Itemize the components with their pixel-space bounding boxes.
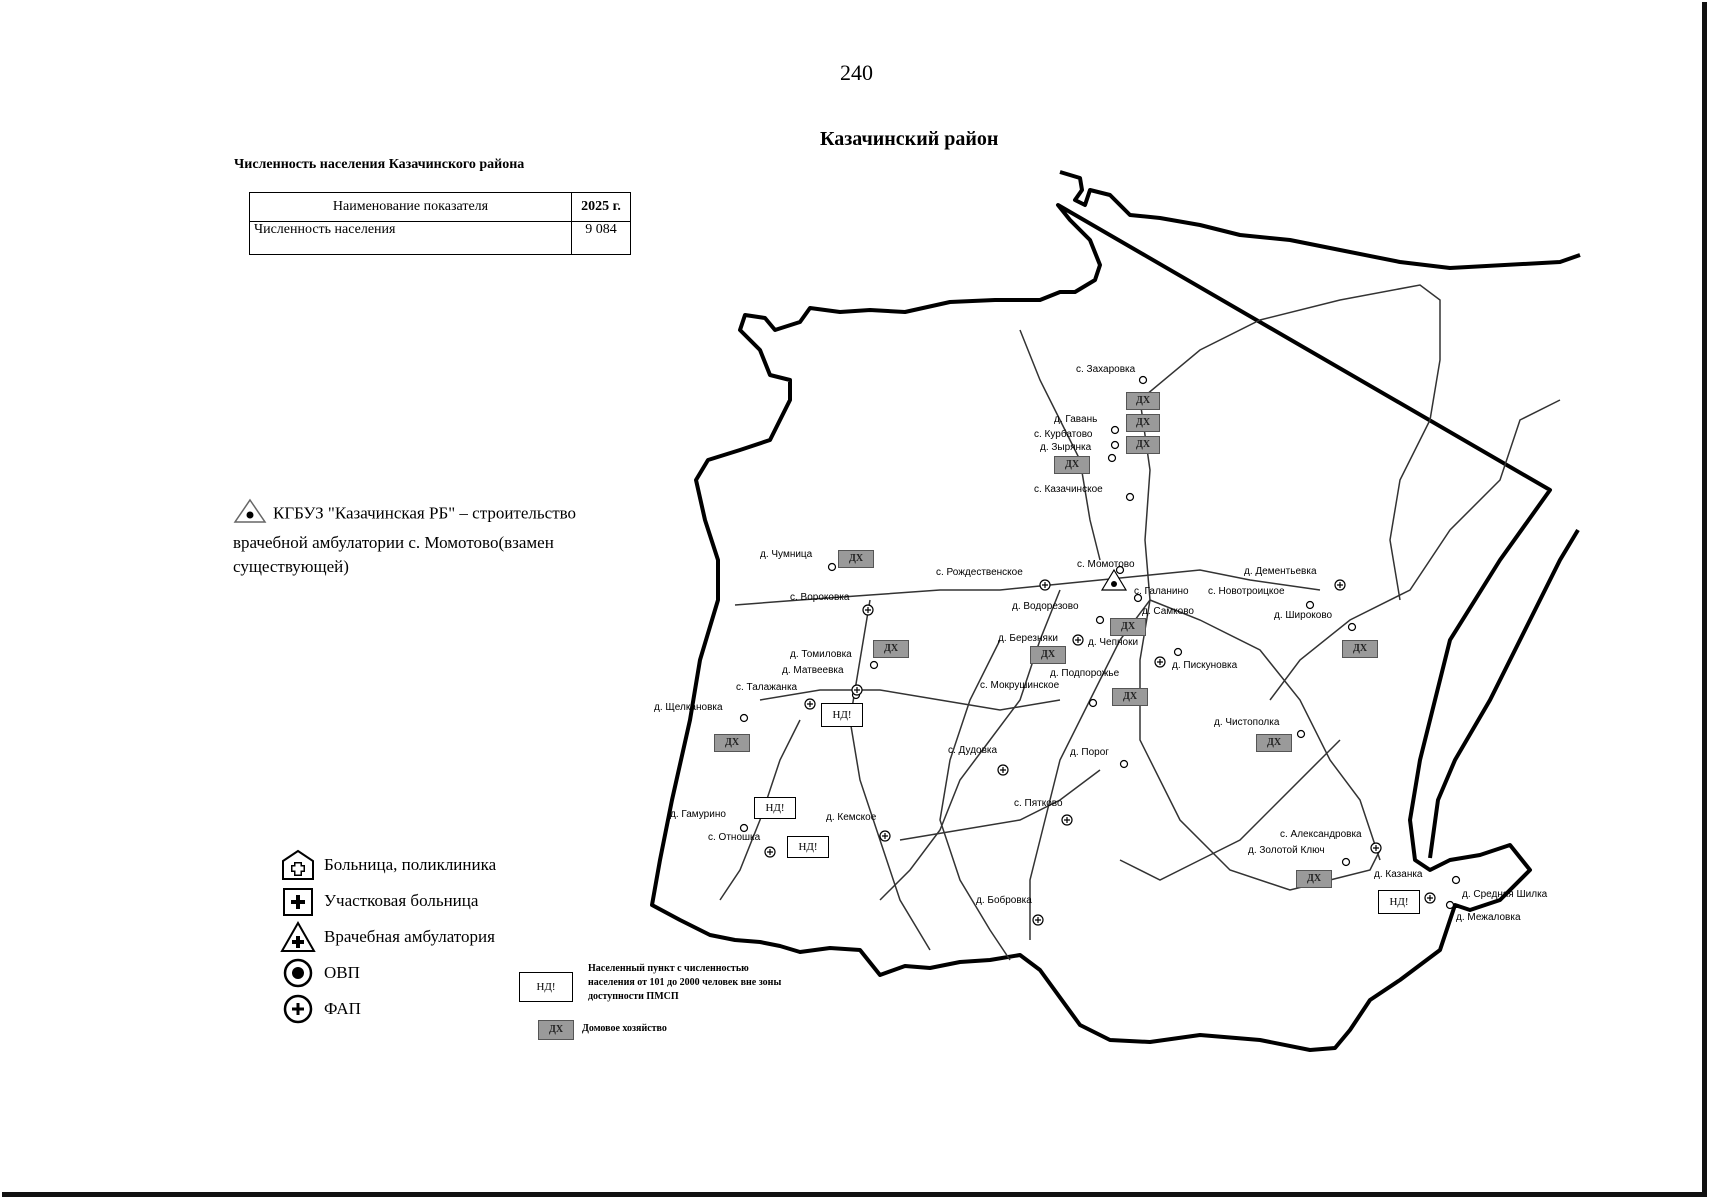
label-chistopolka: д. Чистополка [1214, 717, 1280, 728]
marker-shirokovo [1349, 624, 1356, 631]
nd-box-kazanka: НД! [1378, 890, 1420, 914]
label-zakharovka: с. Захаровка [1076, 364, 1136, 375]
population-label: Численность населения [250, 222, 572, 255]
label-chumnitsa: д. Чумница [760, 549, 813, 560]
label-podporozhye: д. Подпорожье [1050, 668, 1120, 679]
label-mezhalovka: д. Межаловка [1456, 912, 1521, 923]
marker-zolotoy-klyuch [1343, 859, 1350, 866]
marker-mokrushinskoe [1090, 700, 1097, 707]
label-gavan: д. Гавань [1054, 414, 1098, 425]
marker-zakharovka [1140, 377, 1147, 384]
population-value: 9 084 [572, 222, 631, 255]
marker-dementyevka [1307, 602, 1314, 609]
label-srednyaya-shilka: д. Средняя Шилка [1462, 889, 1548, 900]
label-chepnoki: д. Чепноки [1088, 637, 1139, 648]
label-kazanka: д. Казанка [1374, 869, 1423, 880]
marker-kazachinskoe [1127, 494, 1134, 501]
note-text: КГБУЗ "Казачинская РБ" – строительство врачебной амбулатории с. Момотово(взамен существующей) [233, 503, 577, 576]
dx-box-10: ДХ [1112, 688, 1148, 706]
label-vodorezovo: д. Водорезово [1012, 601, 1079, 612]
label-kazachinskoe: с. Казачинское [1034, 484, 1103, 495]
marker-kurbatovo [1112, 442, 1119, 449]
dx-box-7: ДХ [1110, 618, 1146, 636]
label-talazhanka: с. Талажанка [736, 682, 798, 693]
legend-district-hospital-label: Участковая больница [324, 891, 479, 910]
dx-box-6: ДХ [873, 640, 909, 658]
indicator-header: Наименование показателя [250, 193, 572, 222]
label-novotroitskoe: с. Новотроицкое [1208, 586, 1285, 597]
label-tomilovka: д. Томиловка [790, 649, 852, 660]
marker-gavan [1112, 427, 1119, 434]
legend-ambulatory-label: Врачебная амбулатория [324, 927, 495, 946]
label-porog: д. Порог [1070, 747, 1109, 758]
marker-piskunovka [1175, 649, 1182, 656]
right-boundary [1430, 530, 1578, 858]
label-matveevka: д. Матвеевка [782, 665, 844, 676]
label-dudovka: с. Дудовка [948, 745, 998, 756]
marker-chumnitsa [829, 564, 836, 571]
nd-box-talazhanka: НД! [821, 703, 863, 727]
label-mokrushinskoe: с. Мокрушинское [980, 680, 1060, 691]
legend-nd-text: Населенный пункт с численностью населения от 101 до 2000 человек вне зоны доступности ПМСП [588, 963, 782, 1002]
year-header: 2025 г. [572, 193, 631, 222]
marker-srednyaya-shilka [1453, 877, 1460, 884]
marker-mezhalovka [1447, 902, 1454, 909]
label-onoshka: с. Отношка [708, 832, 761, 843]
label-kemskoe: д. Кемское [826, 812, 877, 823]
label-rozhdestvenskoe: с. Рождественское [936, 567, 1023, 578]
legend-ovp-label: ОВП [324, 963, 360, 982]
dx-box-2: ДХ [1126, 414, 1160, 432]
marker-porog [1121, 761, 1128, 768]
legend-dx-box: ДХ [538, 1020, 574, 1040]
dx-box-9: ДХ [1342, 640, 1378, 658]
nd-box-onoshka: НД! [787, 836, 829, 858]
label-bereznyaki: д. Березняки [998, 633, 1058, 644]
map-title: Казачинский район [820, 128, 999, 150]
marker-shelkanovka [741, 715, 748, 722]
population-heading: Численность населения Казачинского района [234, 157, 525, 172]
dx-box-4: ДХ [1054, 456, 1090, 474]
district-boundary [652, 172, 1580, 1050]
legend-nd-box: НД! [519, 972, 573, 1002]
label-gamurino: д. Гамурино [670, 809, 726, 820]
label-shelkanovka: д. Щелкановка [654, 702, 723, 713]
label-dementyevka: д. Дементьевка [1244, 566, 1317, 577]
dx-box-12: ДХ [714, 734, 750, 752]
dx-box-5: ДХ [838, 550, 874, 568]
label-vorokovka: с. Вороковка [790, 592, 850, 603]
label-pyatkovo: с. Пятково [1014, 798, 1063, 809]
label-kurbatovo: с. Курбатово [1034, 429, 1093, 440]
label-momotovo: с. Момотово [1077, 559, 1135, 570]
label-bobrovka: д. Бобровка [976, 895, 1032, 906]
dx-box-1: ДХ [1126, 392, 1160, 410]
label-shirokovo: д. Широково [1274, 610, 1333, 621]
marker-chistopolka [1298, 731, 1305, 738]
label-zyryanka: д. Зырянка [1040, 442, 1092, 453]
legend-fap-label: ФАП [324, 999, 361, 1018]
page-number: 240 [840, 60, 873, 85]
label-samkovo: д. Самково [1142, 606, 1194, 617]
marker-vodorezovo [1097, 617, 1104, 624]
label-galanino: с. Галанино [1134, 586, 1189, 597]
label-piskunovka: д. Пискуновка [1172, 660, 1238, 671]
label-aleksandrovka: с. Александровка [1280, 829, 1362, 840]
legend-dx-text: Домовое хозяйство [582, 1023, 667, 1034]
marker-zyryanka [1109, 455, 1116, 462]
dx-box-13: ДХ [1296, 870, 1332, 888]
dx-box-8: ДХ [1030, 646, 1066, 664]
legend-hospital-label: Больница, поликлиника [324, 855, 497, 874]
marker-gamurino [741, 825, 748, 832]
nd-box-gamurino: НД! [754, 797, 796, 819]
dx-box-11: ДХ [1256, 734, 1292, 752]
dx-box-3: ДХ [1126, 436, 1160, 454]
marker-tomilovka [871, 662, 878, 669]
label-zolotoy-klyuch: д. Золотой Ключ [1248, 845, 1325, 856]
